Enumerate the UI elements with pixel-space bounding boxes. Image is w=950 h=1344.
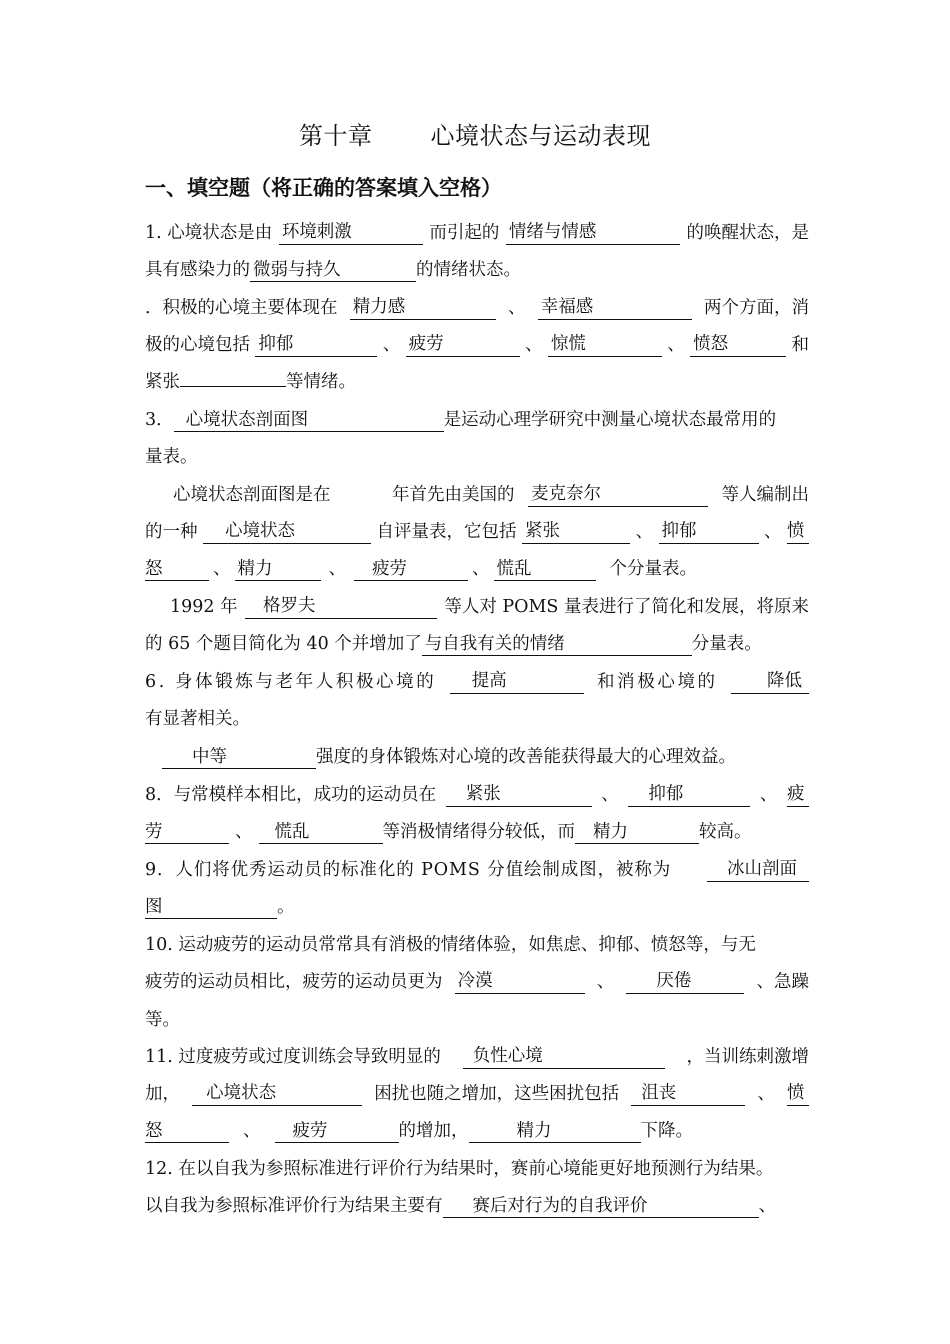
answer-blank: 精力 bbox=[235, 558, 321, 581]
answer-blank: 怒 bbox=[145, 1120, 229, 1143]
answer-blank: 慌乱 bbox=[259, 821, 383, 844]
answer-blank: 疲劳 bbox=[406, 333, 520, 357]
answer-blank: 怒 bbox=[145, 558, 209, 581]
answer-blank: 环境刺激 bbox=[279, 221, 423, 245]
answer-blank: 中等 bbox=[162, 746, 316, 769]
answer-blank: 紧张 bbox=[522, 520, 630, 544]
answer-blank: 疲劳 bbox=[275, 1120, 399, 1143]
question-6-line-2: 有显著相关。 bbox=[145, 709, 250, 729]
answer-blank: 疲 bbox=[787, 783, 809, 807]
question-1-line-2: 具有感染力的 微弱与持久 的情绪状态。 bbox=[145, 260, 521, 280]
answer-blank: 沮丧 bbox=[631, 1082, 745, 1106]
question-12-line-1: 12. 在以自我为参照标准进行评价行为结果时，赛前心境能更好地预测行为结果。 bbox=[145, 1159, 774, 1179]
answer-blank: 抑郁 bbox=[659, 520, 759, 544]
answer-blank: 冰山剖面 bbox=[707, 858, 809, 882]
answer-blank: 幸福感 bbox=[538, 296, 692, 320]
answer-blank: 格罗夫 bbox=[245, 595, 437, 619]
answer-blank: 愤 bbox=[787, 1082, 809, 1106]
question-11-line-2: 加， 心境状态 困扰也随之增加，这些困扰包括 沮丧 、 愤 bbox=[145, 1082, 809, 1106]
question-7-line-1: 中等 强度的身体锻炼对心境的改善能获得最大的心理效益。 bbox=[162, 745, 809, 769]
answer-blank: 慌乱 bbox=[494, 558, 596, 581]
answer-blank: 抑郁 bbox=[628, 783, 750, 807]
question-9-line-2: 图 。 bbox=[145, 897, 295, 917]
question-2-line-2: 极的心境包括 抑郁 、 疲劳 、 惊慌 、 愤怒 和 bbox=[145, 334, 809, 355]
question-4-line-2: 的一种 心境状态 自评量表，它包括 紧张 、 抑郁 、 愤 bbox=[145, 520, 809, 544]
answer-blank: 愤怒 bbox=[690, 333, 786, 357]
answer-blank: 提高 bbox=[450, 670, 584, 694]
answer-blank: 心境状态 bbox=[203, 520, 371, 544]
question-4-line-1: 心境状态剖面图是在 年首先由美国的 麦克奈尔 等人编制出 bbox=[173, 484, 809, 505]
answer-blank: 负性心境 bbox=[463, 1045, 665, 1069]
answer-blank: 情绪与情感 bbox=[506, 221, 680, 245]
chapter-number: 第十章 bbox=[299, 122, 373, 150]
question-2-line-3: 紧张 等情绪。 bbox=[145, 372, 356, 392]
answer-blank: 厌倦 bbox=[626, 970, 744, 994]
answer-blank: 与自我有关的情绪 bbox=[422, 633, 692, 656]
answer-blank: 图 bbox=[145, 896, 277, 919]
answer-blank: 微弱与持久 bbox=[250, 259, 416, 282]
question-3-line-1: 3． 心境状态剖面图 是运动心理学研究中测量心境状态最常用的 bbox=[145, 410, 777, 430]
question-1-line-1: 1. 心境状态是由 环境刺激 而引起的 情绪与情感 的唤醒状态，是 bbox=[145, 222, 809, 243]
question-11-line-1: 11. 过度疲劳或过度训练会导致明显的 负性心境 ，当训练刺激增 bbox=[145, 1046, 809, 1067]
answer-blank bbox=[180, 386, 286, 387]
answer-blank: 精力感 bbox=[350, 296, 496, 320]
answer-blank: 精力 bbox=[469, 1120, 641, 1143]
answer-blank: 降低 bbox=[731, 670, 809, 694]
question-10-line-1: 10. 运动疲劳的运动员常常具有消极的情绪体验，如焦虑、抑郁、愤怒等，与无 bbox=[145, 935, 756, 955]
question-6-line-1: 6. 身体锻炼与老年人积极心境的 提高 和消极心境的 降低 bbox=[145, 670, 809, 694]
question-5-line-1: 1992 年 格罗夫 等人对 POMS 量表进行了简化和发展，将原来 bbox=[170, 596, 809, 617]
chapter-title bbox=[0, 116, 950, 151]
chapter-name: 心境状态与运动表现 bbox=[430, 122, 651, 150]
answer-blank: 劳 bbox=[145, 821, 229, 844]
answer-blank: 疲劳 bbox=[354, 558, 468, 581]
question-2-line-1: ．积极的心境主要体现在 精力感 、 幸福感 两个方面，消 bbox=[145, 297, 809, 318]
question-12-line-2: 以自我为参照标准评价行为结果主要有 赛后对行为的自我评价 、 bbox=[145, 1196, 776, 1216]
answer-blank: 惊慌 bbox=[548, 333, 662, 357]
question-3-line-2: 量表。 bbox=[145, 447, 198, 467]
answer-blank: 心境状态剖面图 bbox=[174, 409, 444, 432]
question-8-line-2: 劳 、 慌乱 等消极情绪得分较低，而 精力 较高。 bbox=[145, 822, 752, 842]
section-title: 一、填空题（将正确的答案填入空格） bbox=[145, 176, 502, 200]
question-8-line-1: 8．与常模样本相比，成功的运动员在 紧张 、 抑郁 、 疲 bbox=[145, 783, 809, 807]
answer-blank: 愤 bbox=[787, 520, 809, 544]
answer-blank: 麦克奈尔 bbox=[528, 483, 708, 507]
answer-blank: 冷漠 bbox=[455, 970, 585, 994]
question-9-line-1: 9．人们将优秀运动员的标准化的 POMS 分值绘制成图，被称为 冰山剖面 bbox=[145, 858, 809, 882]
answer-blank: 心境状态 bbox=[192, 1082, 362, 1106]
answer-blank: 精力 bbox=[575, 821, 699, 844]
question-5-line-2: 的 65 个题目简化为 40 个并增加了 与自我有关的情绪 分量表。 bbox=[145, 634, 762, 654]
question-4-line-3: 怒 、 精力 、 疲劳 、 慌乱 个分量表。 bbox=[145, 559, 697, 579]
answer-blank: 抑郁 bbox=[255, 333, 377, 357]
answer-blank: 赛后对行为的自我评价 bbox=[443, 1195, 759, 1218]
question-10-line-3: 等。 bbox=[145, 1010, 180, 1030]
answer-blank: 紧张 bbox=[446, 783, 592, 807]
question-11-line-3: 怒 、 疲劳 的增加， 精力 下降。 bbox=[145, 1121, 693, 1141]
question-10-line-2: 疲劳的运动员相比，疲劳的运动员更为 冷漠 、 厌倦 、急躁 bbox=[145, 971, 809, 992]
